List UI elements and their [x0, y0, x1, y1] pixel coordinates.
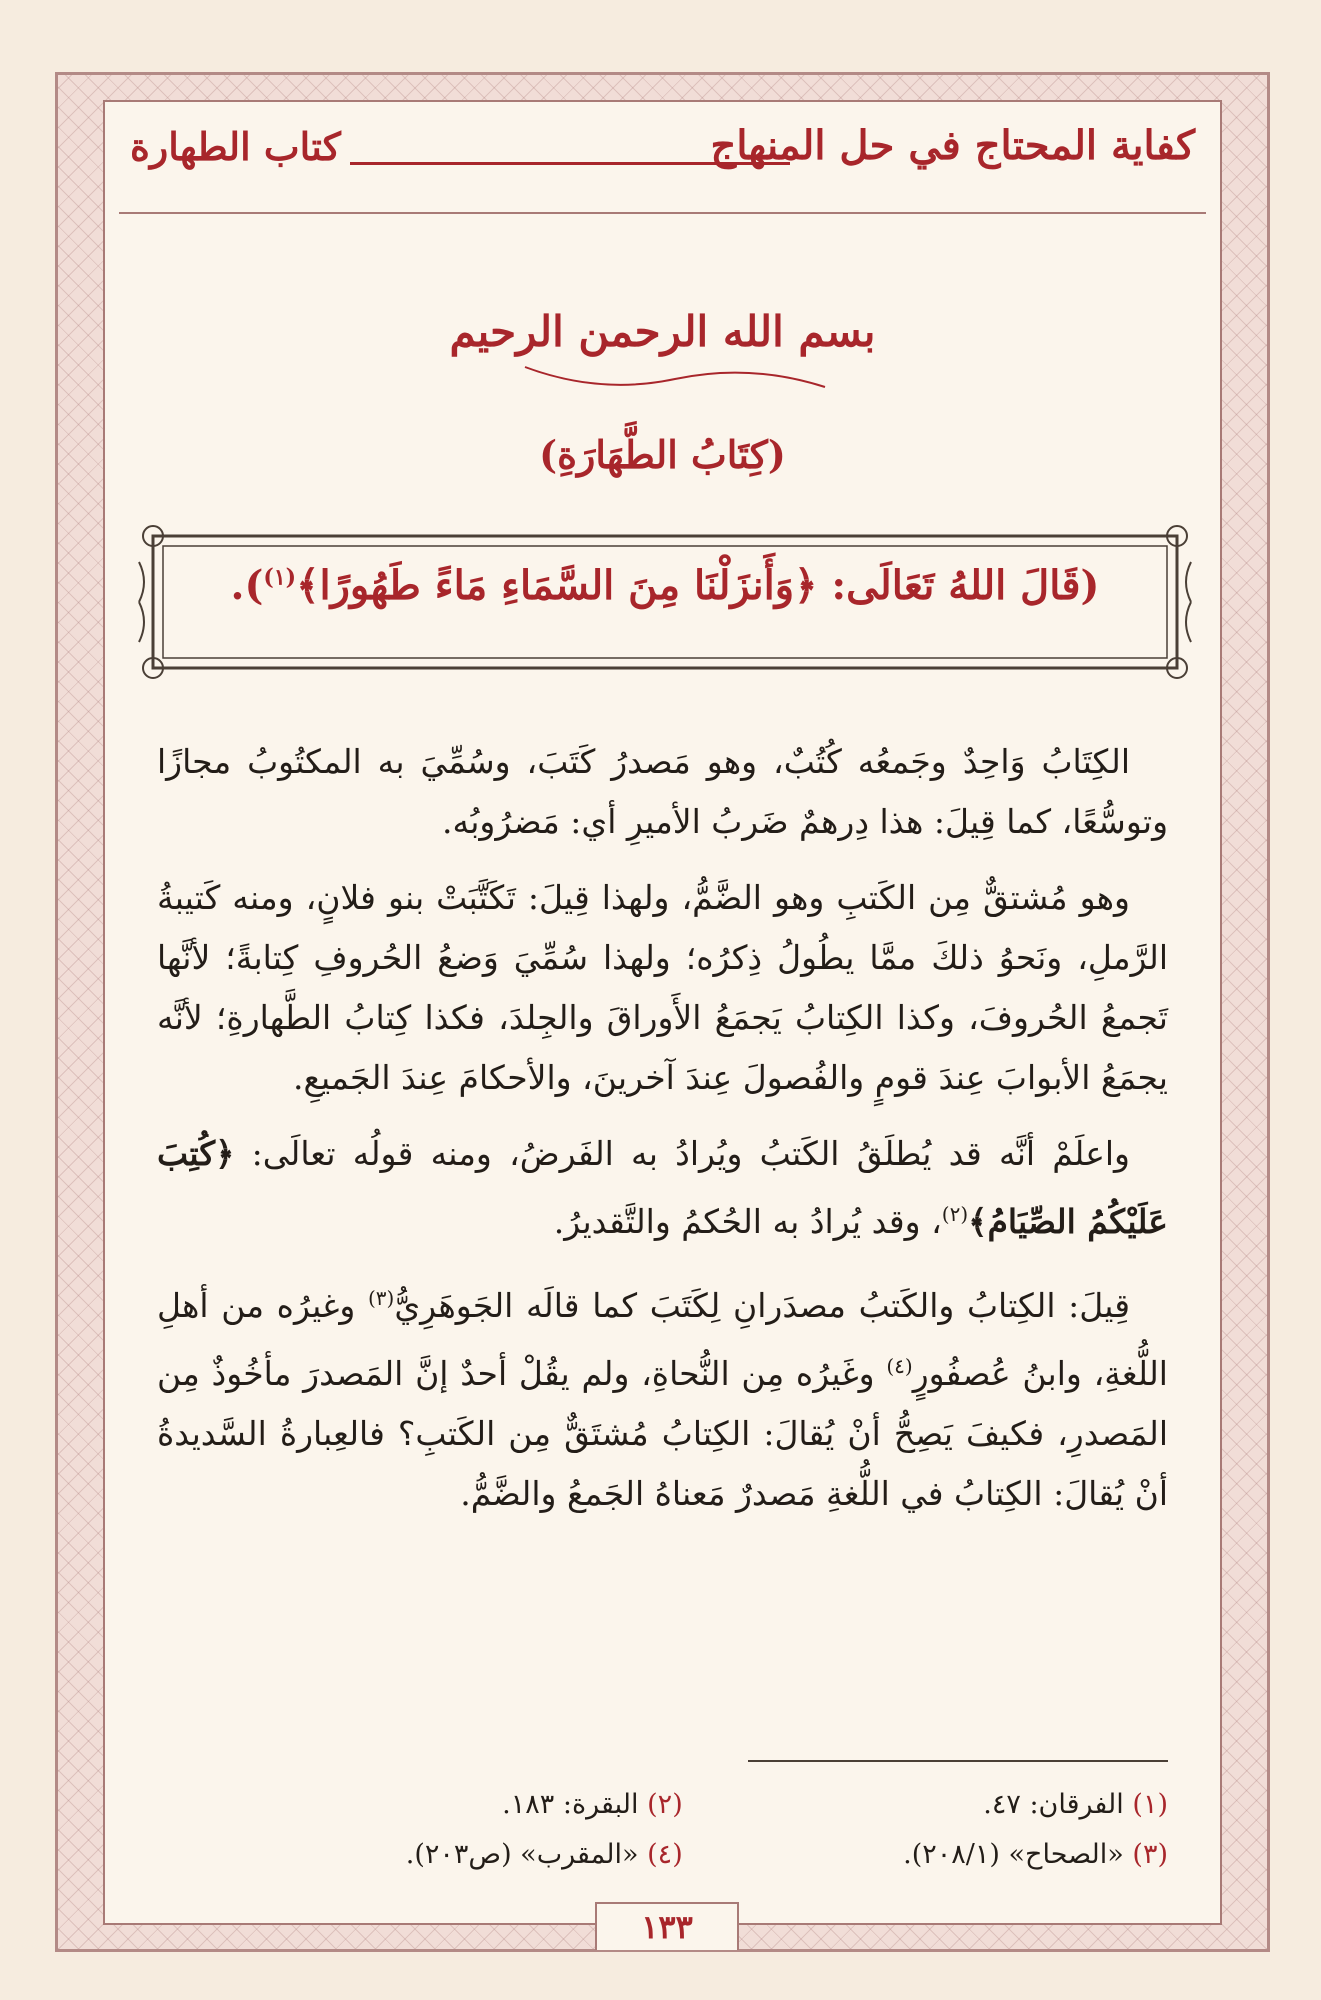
paragraph-3-text-end: ، وقد يُرادُ به الحُكمُ والتَّقديرُ.: [553, 1202, 942, 1241]
running-header: [105, 102, 1220, 217]
decorative-page-frame: [55, 72, 1270, 1952]
section-title: (كِتَابُ الطَّهَارَةِ): [539, 432, 786, 477]
footnote-number: (١): [1132, 1789, 1168, 1820]
footnote-item: [683, 1780, 1168, 1830]
paragraph-1: الكِتَابُ وَاحِدٌ وجَمعُه كُتُبٌ، وهو مَصدرُ كَتَبَ، وسُمِّيَ به المكتُوبُ مجازًا وتوسُّعًا، كما قِيلَ: هذا دِرهمٌ ضَربُ الأميرِ أي: مَضرُوبُه.: [157, 742, 1168, 841]
footnote-text: «الصحاح» (٢٠٨/١).: [903, 1839, 1124, 1870]
footnote-row: [157, 1830, 1168, 1880]
header-book-title: كفاية المحتاج في حل المنهاج: [710, 122, 1195, 169]
inline-verse: ﴿كُتِبَ عَلَيْكُمُ الصِّيَامُ﴾: [157, 1134, 1168, 1241]
footnote-ref: (٣): [367, 1286, 395, 1310]
footnote-number: (٣): [1132, 1839, 1168, 1870]
verse-line: [135, 562, 1195, 609]
main-text: [157, 732, 1168, 1540]
footnote-text: البقرة: ١٨٣.: [502, 1789, 639, 1820]
basmala: بسم الله الرحمن الرحيم: [449, 307, 876, 356]
paragraph-4-text-end: وغَيرُه مِن النُّحاةِ، ولم يقُلْ أحدٌ إنَّ المَصدرَ مأخُوذٌ مِن المَصدرِ، فكيفَ يَصِحُّ أنْ يُقالَ: الكِتابُ مُشتَقٌّ مِن الكَتبِ؟ فالعِبارةُ السَّديدةُ أنْ يُقالَ: الكِتابُ في اللُّغةِ مَصدرٌ مَعناهُ الجَمعُ والضَّمُّ.: [157, 1354, 1168, 1513]
footnote-text: «المقرب» (ص٢٠٣).: [405, 1839, 639, 1870]
paragraph-4: [157, 1268, 1168, 1524]
paragraph-4-text-mid: وغيرُه من أهلِ اللُّغةِ، وابنُ عُصفُورٍ: [157, 1286, 1168, 1393]
footnote-divider: [748, 1760, 1168, 1762]
header-rule: [350, 162, 790, 165]
header-chapter-title: كتاب الطهارة: [130, 124, 341, 169]
paragraph-4-text: قِيلَ: الكِتابُ والكَتبُ مصدَرانِ لِكَتَبَ كما قالَه الجَوهَرِيُّ: [394, 1286, 1130, 1325]
footnote-item: [197, 1830, 682, 1880]
verse-end: ).: [230, 562, 264, 609]
footnote-item: [683, 1830, 1168, 1880]
page-content-area: [103, 100, 1222, 1946]
footnote-number: (٢): [647, 1789, 683, 1820]
footnote-ref: (١): [263, 564, 297, 591]
paragraph-3-text: واعلَمْ أنَّه قد يُطلَقُ الكَتبُ ويُرادُ به الفَرضُ، ومنه قولُه تعالَى:: [234, 1134, 1130, 1173]
footnote-ref: (٢): [941, 1202, 969, 1226]
page-number: ١٣٣: [595, 1902, 739, 1950]
verse-text: (قَالَ اللهُ تَعَالَى: ﴿وَأَنزَلْنَا مِنَ السَّمَاءِ مَاءً طَهُورًا﴾: [296, 562, 1100, 609]
footnote-row: [157, 1780, 1168, 1830]
footnotes: [157, 1780, 1168, 1880]
footnote-ref: (٤): [886, 1354, 913, 1378]
paragraph-3: [157, 1124, 1168, 1252]
header-divider: [119, 212, 1206, 214]
paragraph-2: وهو مُشتقٌّ مِن الكَتبِ وهو الضَّمُّ، ولهذا قِيلَ: تَكَتَّبَتْ بنو فلانٍ، ومنه كَتيبةُ الرَّملِ، ونَحوُ ذلكَ ممَّا يطُولُ ذِكرُه؛ ولهذا سُمِّيَ وَضعُ الحُروفِ كِتابةً؛ لأنَّها تَجمعُ الحُروفَ، وكذا الكِتابُ يَجمَعُ الأَوراقَ والجِلدَ، فكذا كِتابُ الطَّهارةِ؛ لأنَّه يجمَعُ الأبوابَ عِندَ قومٍ والفُصولَ عِندَ آخرينَ، والأحكامَ عِندَ الجَميعِ.: [157, 878, 1168, 1097]
footnote-item: [197, 1780, 682, 1830]
footnote-text: الفرقان: ٤٧.: [983, 1789, 1124, 1820]
verse-ornament-box: [135, 522, 1195, 682]
basmala-flourish-icon: [520, 357, 830, 397]
footnote-number: (٤): [647, 1839, 683, 1870]
